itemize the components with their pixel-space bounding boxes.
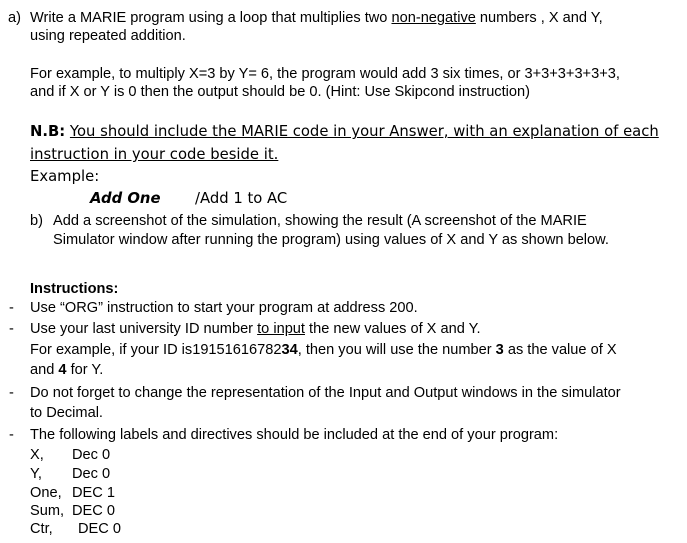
part-a-underlined-term: non-negative — [391, 10, 476, 26]
label-sum: Sum, — [30, 503, 65, 519]
part-a-marker: a) — [8, 10, 21, 26]
part-b-line1: Add a screenshot of the simulation, showing the result (A screenshot of the MARIE — [53, 213, 587, 229]
instruction-item-2-example — [30, 341, 617, 359]
part-a-line2: using repeated addition. — [30, 28, 186, 44]
label-ctr: Ctr, — [30, 521, 53, 537]
item2-post: the new values of X and Y. — [304, 321, 481, 337]
note-underlined-line1: You should include the MARIE code in your Answer, with an explanation of each — [69, 123, 659, 140]
bullet-1: - — [9, 300, 14, 316]
part-a-line1-post: numbers , X and Y, — [475, 10, 603, 26]
item2-ex-bold-x: 3 — [495, 342, 504, 358]
item2-ex-line2-pre: and — [30, 362, 59, 378]
item2-ex-line2-bold-y: 4 — [58, 362, 67, 378]
part-a-line1-pre: Write a MARIE program using a loop that multiplies two — [30, 10, 392, 26]
directive-y: Dec 0 — [72, 466, 111, 482]
directive-sum: DEC 0 — [72, 503, 115, 519]
label-one: One, — [30, 485, 62, 501]
label-y: Y, — [30, 466, 42, 482]
bullet-3: - — [9, 385, 14, 401]
note-example-comment: /Add 1 to AC — [195, 190, 288, 207]
instruction-item-4: The following labels and directives should be included at the end of your program: — [30, 427, 559, 443]
bullet-2: - — [9, 321, 14, 337]
note-line1 — [30, 123, 659, 141]
note-label: N.B: — [30, 123, 66, 140]
instruction-item-3-line1: Do not forget to change the representation of the Input and Output windows in the simulator — [30, 385, 621, 401]
item2-ex-line2-post: for Y. — [66, 362, 104, 378]
label-x: X, — [30, 447, 44, 463]
item2-ex-bold-digits: 34 — [281, 342, 298, 358]
part-b-marker: b) — [30, 213, 43, 229]
item2-underlined: to input — [257, 321, 305, 337]
bullet-4: - — [9, 427, 14, 443]
item2-pre: Use your last university ID number — [30, 321, 258, 337]
item2-ex-post: as the value of X — [503, 342, 617, 358]
directive-ctr: DEC 0 — [78, 521, 121, 537]
item2-ex-mid: , then you will use the number — [297, 342, 496, 358]
note-underlined-line2: instruction in your code beside it. — [30, 146, 279, 163]
instruction-item-1: Use “ORG” instruction to start your program at address 200. — [30, 300, 418, 316]
note-example-label: Example: — [30, 168, 100, 185]
item2-ex-pre: For example, if your ID is19151616782 — [30, 342, 282, 358]
instruction-item-2 — [30, 320, 481, 338]
instruction-item-2-example-line2 — [30, 361, 103, 379]
example-line2: and if X or Y is 0 then the output should be 0. (Hint: Use Skipcond instruction) — [30, 84, 530, 100]
directive-x: Dec 0 — [72, 447, 111, 463]
part-b-line2: Simulator window after running the program) using values of X and Y as shown below. — [53, 232, 609, 248]
note-example-code: Add One — [90, 190, 161, 207]
directive-one: DEC 1 — [72, 485, 115, 501]
instruction-item-3-line2: to Decimal. — [30, 405, 103, 421]
part-a-line1 — [30, 9, 603, 27]
example-line1: For example, to multiply X=3 by Y= 6, the program would add 3 six times, or 3+3+3+3+3+3, — [30, 66, 620, 82]
instructions-heading: Instructions: — [30, 281, 119, 297]
